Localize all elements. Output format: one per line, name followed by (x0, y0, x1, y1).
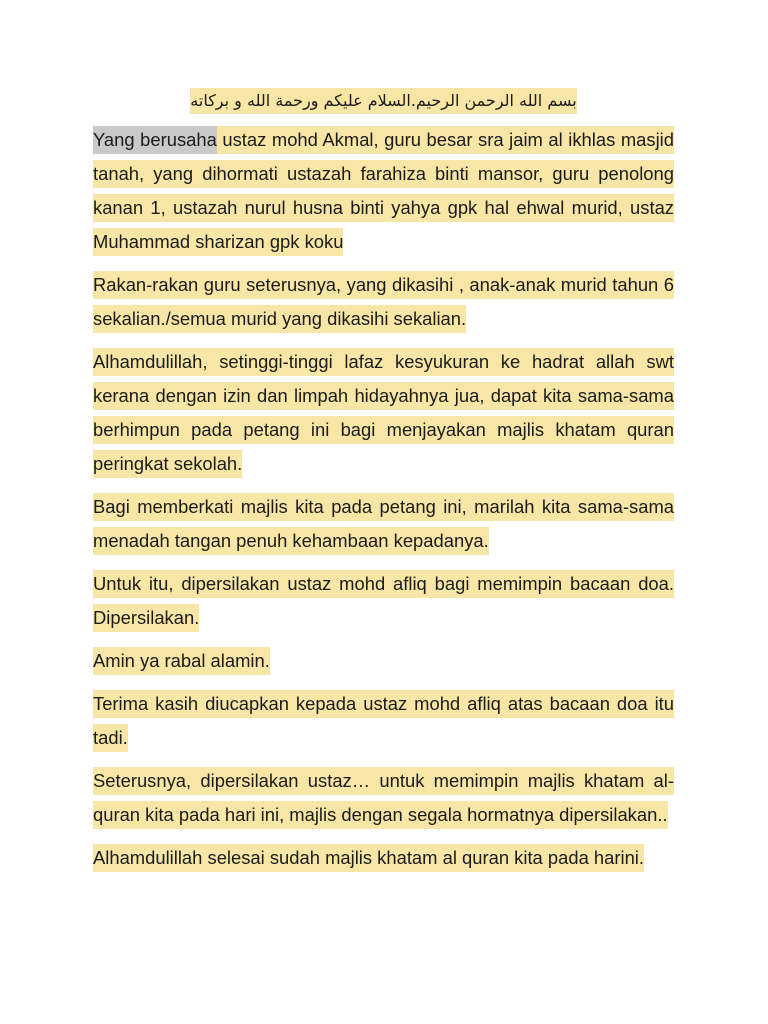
document-body (93, 84, 674, 884)
paragraph-3 (93, 345, 674, 481)
paragraph-6-text[interactable]: Amin ya rabal alamin. (93, 647, 270, 675)
paragraph-9 (93, 841, 674, 875)
paragraph-7 (93, 687, 674, 755)
paragraph-2-text[interactable]: Rakan-rakan guru seterusnya, yang dikasihi , anak-anak murid tahun 6 sekalian./semua murid yang dikasihi sekalian. (93, 271, 674, 333)
paragraph-4-text[interactable]: Bagi memberkati majlis kita pada petang ini, marilah kita sama-sama menadah tangan penuh kehambaan kepadanya. (93, 493, 674, 555)
paragraph-4 (93, 490, 674, 558)
paragraph-6 (93, 644, 674, 678)
selected-text[interactable]: Yang berusaha (93, 126, 217, 154)
paragraph-1 (93, 123, 674, 259)
paragraph-1-text[interactable]: ustaz mohd Akmal, guru besar sra jaim al ikhlas masjid tanah, yang dihormati ustazah farahiza binti mansor, guru penolong kanan 1, ustazah nurul husna binti yahya gpk hal ehwal murid, ustaz Muhammad sharizan gpk koku (93, 126, 674, 256)
paragraph-5 (93, 567, 674, 635)
paragraph-9-text[interactable]: Alhamdulillah selesai sudah majlis khatam al quran kita pada harini. (93, 844, 644, 872)
arabic-salutation-text[interactable]: بسم الله الرحمن الرحيم.السلام عليكم ورحمة الله و بركاته (190, 88, 576, 114)
paragraph-5-text[interactable]: Untuk itu, dipersilakan ustaz mohd afliq bagi memimpin bacaan doa. Dipersilakan. (93, 570, 674, 632)
paragraph-8-text[interactable]: Seterusnya, dipersilakan ustaz… untuk memimpin majlis khatam al-quran kita pada hari ini, majlis dengan segala hormatnya dipersilakan.. (93, 767, 674, 829)
paragraph-2 (93, 268, 674, 336)
arabic-salutation (93, 84, 674, 118)
paragraph-7-text[interactable]: Terima kasih diucapkan kepada ustaz mohd afliq atas bacaan doa itu tadi. (93, 690, 674, 752)
paragraph-3-text[interactable]: Alhamdulillah, setinggi-tinggi lafaz kesyukuran ke hadrat allah swt kerana dengan izin dan limpah hidayahnya jua, dapat kita sama-sama berhimpun pada petang ini bagi menjayakan majlis khatam quran peringkat sekolah. (93, 348, 674, 478)
paragraph-8 (93, 764, 674, 832)
